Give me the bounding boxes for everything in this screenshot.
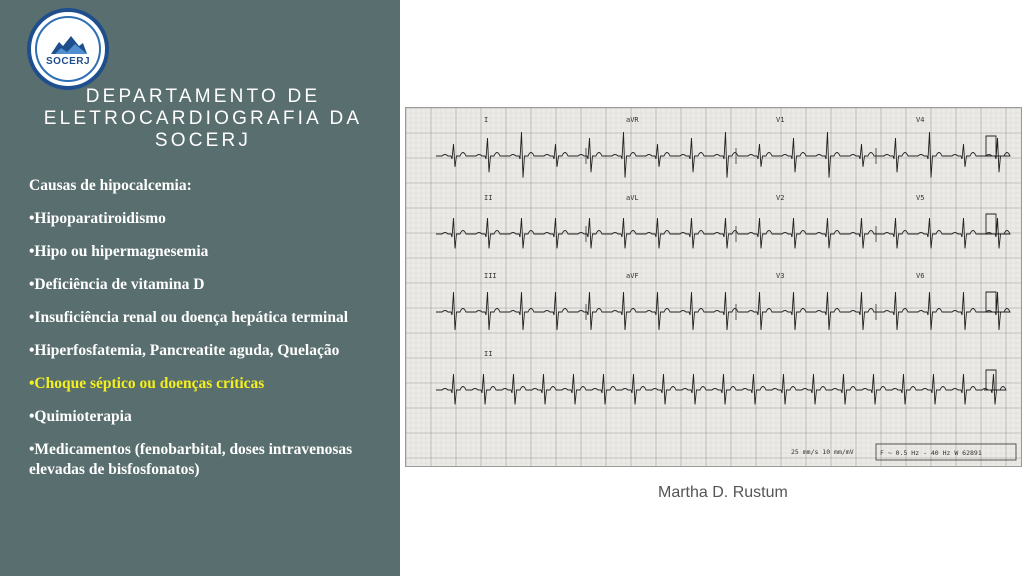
list-item: •Hipo ou hipermagnesemia — [29, 243, 209, 260]
image-caption: Martha D. Rustum — [658, 484, 788, 501]
lead-label: aVR — [626, 116, 639, 124]
lead-label: II — [484, 194, 493, 202]
lead-label: V2 — [776, 194, 785, 202]
list-item: •Hipoparatiroidismo — [29, 210, 166, 227]
causes-list — [29, 176, 379, 493]
list-item: •Hiperfosfatemia, Pancreatite aguda, Quelação — [29, 342, 340, 359]
title-line: SOCERJ — [154, 130, 252, 151]
lead-label: V4 — [916, 116, 925, 124]
list-item: •Medicamentos (fenobarbital, doses intravenosas elevadas de bisfosfonatos) — [29, 441, 353, 478]
list-item: •Quimioterapia — [29, 408, 132, 425]
list-item-highlighted: •Choque séptico ou doenças críticas — [29, 375, 265, 392]
ecg-trace-line — [436, 292, 1010, 330]
lead-label: aVF — [626, 272, 639, 280]
title-line: ELETROCARDIOGRAFIA DA — [43, 108, 363, 129]
socerj-logo — [27, 8, 109, 90]
lead-label: I — [484, 116, 489, 124]
lead-label: II — [484, 350, 493, 358]
lead-label: V6 — [916, 272, 925, 280]
list-heading: Causas de hipocalcemia: — [29, 177, 192, 194]
lead-label: aVL — [626, 194, 639, 202]
ecg-filter-label: F ~ 0.5 Hz - 40 Hz W 62891 — [880, 449, 982, 457]
list-item: •Insuficiência renal ou doença hepática terminal — [29, 309, 349, 326]
list-item: •Deficiência de vitamina D — [29, 276, 205, 293]
ecg-trace-line — [436, 214, 1010, 248]
ecg-tracing-image — [405, 107, 1022, 467]
lead-label: III — [484, 272, 497, 280]
mountain-logo-icon — [51, 34, 87, 54]
lead-label: V1 — [776, 116, 785, 124]
logo-text: SOCERJ — [45, 56, 91, 67]
ecg-tracing — [406, 108, 1021, 466]
left-panel — [0, 0, 400, 576]
ecg-trace-line — [436, 132, 1010, 178]
lead-label: V3 — [776, 272, 785, 280]
lead-label: V5 — [916, 194, 925, 202]
ecg-speed-label: 25 mm/s 10 mm/mV — [791, 448, 854, 456]
department-title — [18, 86, 388, 152]
title-line: DEPARTAMENTO DE — [85, 86, 321, 107]
